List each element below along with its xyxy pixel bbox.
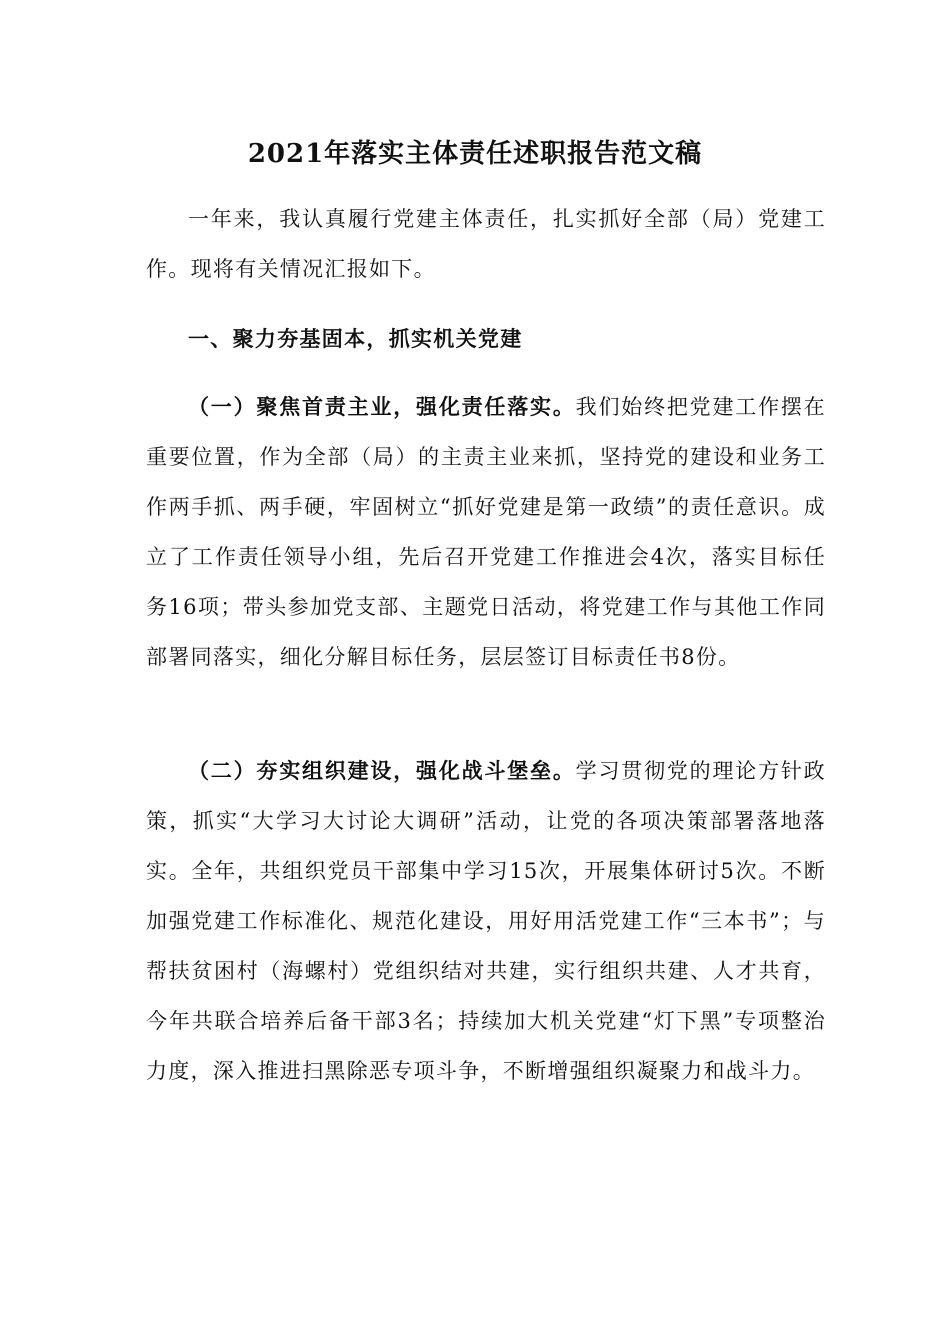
paragraph-1-body: 我们始终把党建工作摆在重要位置，作为全部（局）的主责主业来抓，坚持党的建设和业务工作两手抓、两手硬，牢固树立“抓好党建是第一政绩”的责任意识。成立了工作责任领导小组，先后召开党建工作推进会4次，落实目标任务16项；带头参加党支部、主题党日活动，将党建工作与其他工作同部署同落实，细化分解目标任务，层层签订目标责任书8份。 [146, 395, 826, 669]
paragraph-1 [146, 382, 826, 682]
paragraph-1-lead: （一）聚焦首责主业，强化责任落实。 [188, 394, 576, 419]
paragraph-2-lead: （二）夯实组织建设，强化战斗堡垒。 [188, 758, 576, 783]
paragraph-2 [146, 746, 826, 1096]
intro-paragraph: 一年来，我认真履行党建主体责任，扎实抓好全部（局）党建工作。现将有关情况汇报如下。 [146, 207, 826, 281]
paragraph-2-body: 学习贯彻党的理论方针政策，抓实“大学习大讨论大调研”活动，让党的各项决策部署落地落实。全年，共组织党员干部集中学习15次，开展集体研讨5次。不断加强党建工作标准化、规范化建设，用好用活党建工作“三本书”；与帮扶贫困村（海螺村）党组织结对共建，实行组织共建、人才共育，今年共联合培养后备干部3名；持续加大机关党建“灯下黑”专项整治力度，深入推进扫黑除恶专项斗争，不断增强组织凝聚力和战斗力。 [146, 759, 826, 1083]
document-title: 2021年落实主体责任述职报告范文稿 [247, 139, 703, 169]
section-heading: 一、聚力夯基固本，抓实机关党建 [188, 326, 523, 351]
